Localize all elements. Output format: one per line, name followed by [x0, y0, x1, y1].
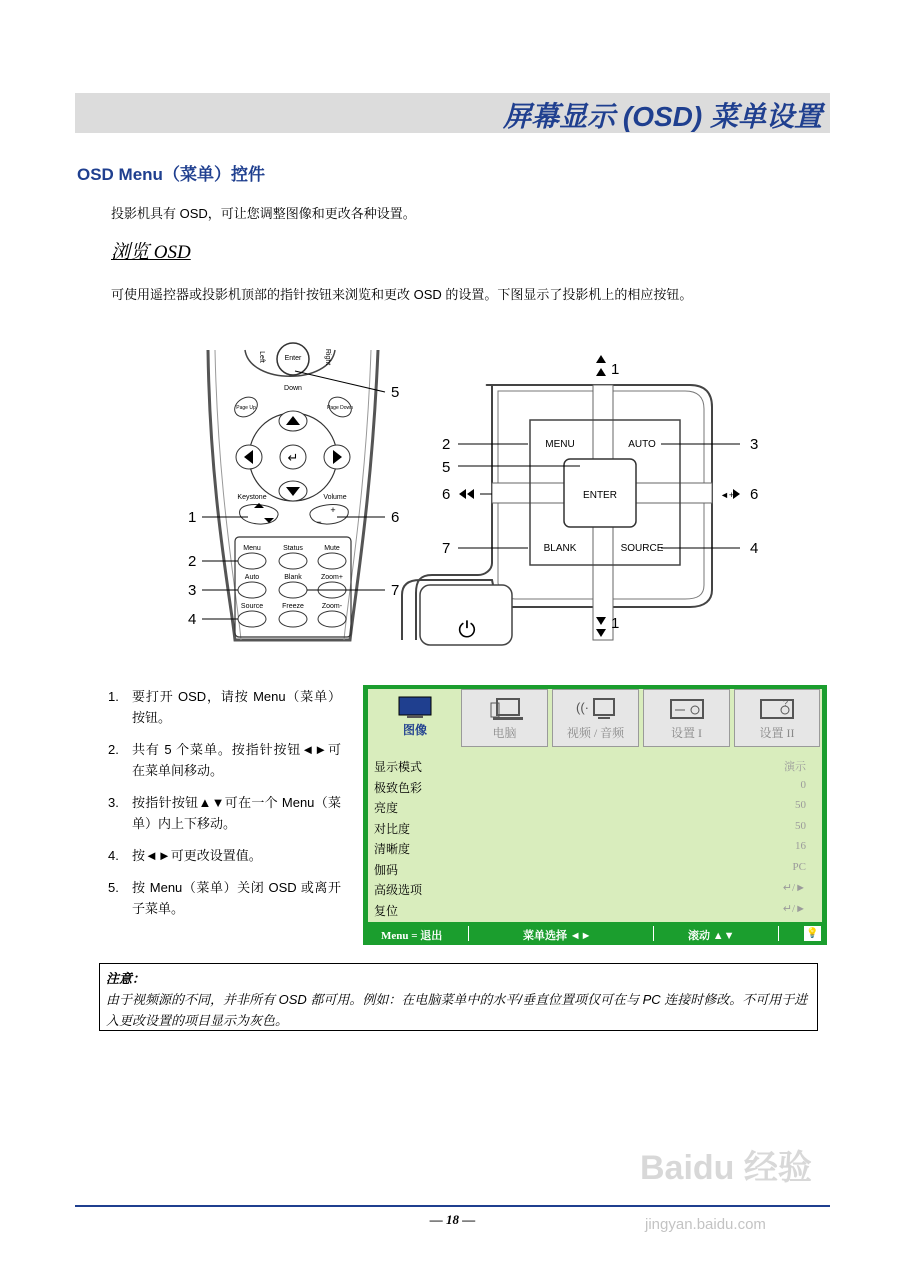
panel-callout-menu: 2: [442, 436, 451, 453]
panel-blank-label: BLANK: [543, 543, 577, 554]
panel-callout-blank: 7: [442, 540, 451, 557]
svg-text:?: ?: [783, 698, 789, 708]
remote-menu-label: Menu: [243, 545, 261, 552]
panel-callout-enter: 5: [442, 459, 451, 476]
list-item: [108, 877, 341, 919]
setting-label: 清晰度: [374, 842, 411, 856]
list-item: [108, 686, 341, 728]
remote-callout-6: 6: [391, 509, 400, 526]
step-number: 4.: [108, 848, 119, 863]
remote-page-down-label: Page Down: [327, 405, 353, 411]
remote-left-label: Left: [258, 351, 265, 363]
tab-setup-2[interactable]: [734, 689, 820, 747]
description-text: 可使用遥控器或投影机顶部的指针按钮来浏览和更改 OSD 的设置。下图显示了投影机上的相应按钮。: [111, 287, 693, 302]
osd-menu-screen: [363, 685, 827, 945]
step-number: 5.: [108, 880, 119, 895]
osd-settings-list: [374, 757, 806, 921]
projector-settings-icon: [755, 696, 799, 722]
remote-blank-label: Blank: [284, 574, 302, 581]
remote-control: [188, 343, 399, 640]
remote-source-label: Source: [240, 603, 264, 610]
table-row[interactable]: [374, 901, 806, 922]
table-row[interactable]: [374, 819, 806, 840]
remote-down-label: Down: [284, 385, 302, 392]
setting-value: 50: [795, 799, 806, 811]
remote-mute-label: Mute: [324, 545, 340, 552]
remote-volume-label: Volume: [323, 494, 347, 501]
setting-label: 显示模式: [374, 760, 423, 774]
remote-zoom-plus-label: Zoom+: [321, 574, 343, 581]
tab-label: 设置 II: [759, 726, 795, 740]
remote-freeze-label: Freeze: [282, 603, 304, 610]
volume-down-icon: [459, 489, 474, 499]
section-heading: OSD Menu（菜单）控件: [77, 165, 265, 184]
steps-list: [108, 686, 341, 930]
setting-value: 16: [795, 840, 806, 852]
list-item: [108, 739, 341, 781]
table-row[interactable]: [374, 757, 806, 778]
intro-text: 投影机具有 OSD，可让您调整图像和更改各种设置。: [111, 206, 416, 221]
panel-auto-label: AUTO: [628, 439, 656, 450]
setting-value: ↵/►: [782, 882, 806, 894]
setting-label: 高级选项: [374, 883, 423, 897]
remote-right-label: Right: [324, 348, 331, 366]
tab-video-audio[interactable]: [552, 689, 639, 747]
video-audio-icon: [574, 696, 618, 722]
panel-callout-up: 1: [611, 361, 620, 378]
step-text: 共有 5 个菜单。按指针按钮◄►可在菜单间移动。: [132, 742, 341, 778]
note-box: [99, 963, 818, 1031]
panel-source-label: SOURCE: [620, 543, 664, 554]
setting-value: 0: [800, 778, 806, 791]
step-text: 按◄►可更改设置值。: [132, 848, 262, 863]
panel-callout-right: 6: [750, 486, 759, 503]
remote-callout-1: 1: [188, 509, 197, 526]
step-number: 1.: [108, 689, 119, 704]
watermark-logo: Baidu 经验: [640, 1149, 812, 1187]
page-number: — 18 —: [429, 1212, 476, 1227]
power-icon: ⏻: [458, 617, 476, 642]
setting-value: 演示: [784, 761, 806, 773]
remote-callout-5: 5: [391, 384, 400, 401]
buttons-figure: [180, 345, 759, 645]
panel-menu-label: MENU: [545, 439, 575, 450]
remote-minus-label: −: [316, 517, 322, 527]
table-row[interactable]: [374, 839, 806, 860]
footer-scroll-hint: 滚动 ▲▼: [688, 930, 735, 942]
watermark-url: jingyan.baidu.com: [645, 1216, 766, 1233]
footer-exit-hint: Menu = 退出: [381, 930, 443, 942]
list-item: [108, 792, 341, 834]
setting-label: 亮度: [374, 801, 399, 815]
step-text: 要打开 OSD，请按 Menu（菜单）按钮。: [132, 689, 341, 725]
note-text: 由于视频源的不同，并非所有 OSD 都可用。例如：在电脑菜单中的水平/垂直位置项仅可在与 PC 连接时修改。不可用于进入更改设置的项目显示为灰色。: [106, 992, 808, 1028]
panel-callout-source: 4: [750, 540, 759, 557]
tab-label: 图像: [402, 723, 427, 737]
remote-keystone-label: Keystone: [237, 494, 267, 501]
up-arrow-icon: [596, 355, 606, 363]
svg-text:((·: ((·: [575, 700, 589, 715]
projector-icon: [665, 696, 709, 722]
remote-zoom-minus-label: Zoom-: [321, 603, 343, 610]
monitor-icon: [398, 695, 432, 719]
tab-setup-1[interactable]: [643, 689, 730, 747]
table-row[interactable]: [374, 778, 806, 799]
table-row[interactable]: [374, 798, 806, 819]
osd-footer-bar: [363, 924, 827, 944]
osd-menu-body: [368, 689, 822, 922]
remote-status-label: Status: [283, 545, 303, 552]
setting-label: 伽码: [374, 862, 399, 877]
note-title: 注意：: [106, 971, 146, 986]
setting-value: 50: [795, 819, 806, 832]
step-number: 3.: [108, 795, 119, 810]
tab-label: 电脑: [492, 726, 517, 740]
panel-callout-left: 6: [442, 486, 451, 503]
remote-enter-label: Enter: [284, 355, 302, 362]
table-row[interactable]: [374, 860, 806, 881]
list-item: [108, 845, 341, 866]
remote-callout-4: 4: [188, 611, 197, 628]
panel-callout-down: 1: [611, 615, 620, 632]
setting-label: 极致色彩: [374, 780, 423, 795]
projector-panel: [402, 355, 758, 645]
setting-label: 对比度: [374, 821, 411, 836]
remote-callout-3: 3: [188, 582, 197, 599]
step-text: 按 Menu（菜单）关闭 OSD 或离开子菜单。: [132, 880, 341, 916]
sub-heading: 浏览 OSD: [111, 242, 191, 263]
table-row[interactable]: [374, 880, 806, 901]
setting-label: 复位: [374, 903, 399, 918]
remote-auto-label: Auto: [244, 574, 260, 581]
panel-callout-auto: 3: [750, 436, 759, 453]
remote-enter-arrow-icon: ↵: [287, 450, 299, 465]
tab-image[interactable]: [372, 689, 458, 751]
svg-text:◄+: ◄+: [720, 490, 735, 500]
setting-value: ↵/►: [782, 902, 806, 915]
remote-plus-label: +: [330, 505, 336, 515]
tab-label: 设置 I: [671, 726, 702, 740]
step-number: 2.: [108, 742, 119, 757]
header-band: [75, 93, 830, 133]
footer-rule: [75, 1205, 830, 1207]
panel-enter-label: ENTER: [583, 490, 617, 501]
tab-computer[interactable]: [461, 689, 548, 747]
bulb-icon: 💡: [804, 926, 821, 941]
remote-page-up-label: Page Up: [236, 405, 256, 411]
remote-callout-7: 7: [391, 582, 400, 599]
step-text: 按指针按钮▲▼可在一个 Menu（菜单）内上下移动。: [132, 795, 341, 831]
tab-label: 视频 / 音频: [566, 726, 625, 740]
remote-callout-2: 2: [188, 553, 197, 570]
computer-icon: [485, 696, 525, 722]
page-title: 屏幕显示 (OSD) 菜单设置: [503, 101, 822, 132]
footer-select-hint: 菜单选择 ◄►: [523, 930, 592, 942]
setting-value: PC: [792, 860, 806, 873]
